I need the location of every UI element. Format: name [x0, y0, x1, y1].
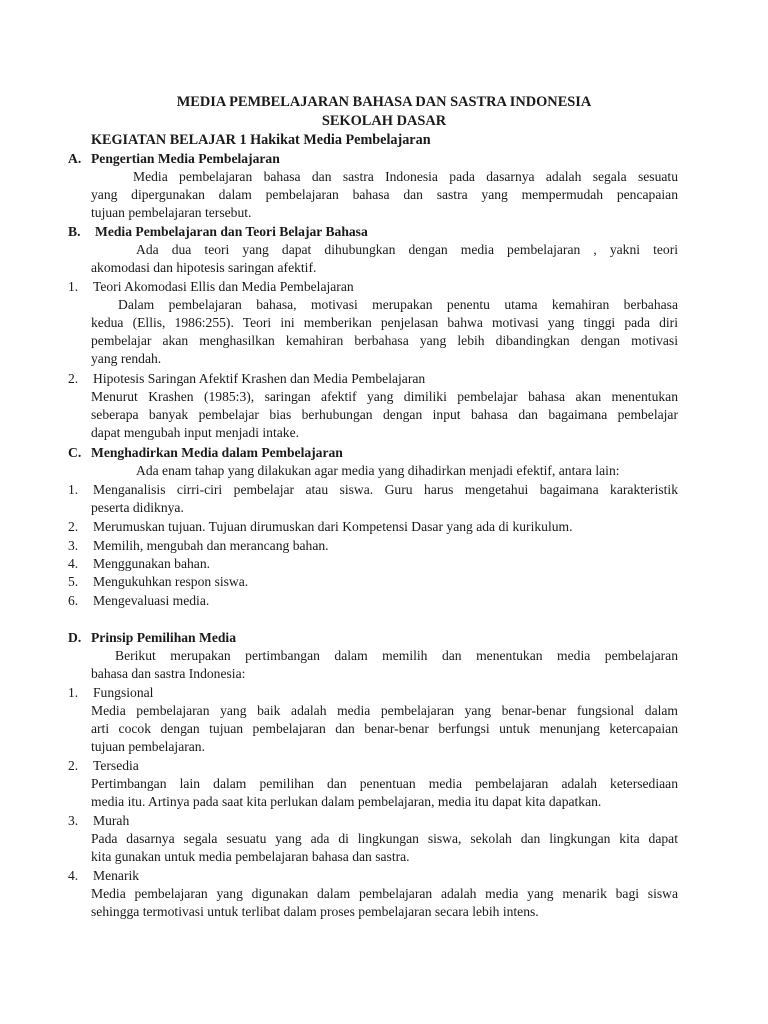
section-a-marker: A. — [68, 151, 82, 166]
list-marker: 2. — [68, 519, 79, 534]
document-title: MEDIA PEMBELAJARAN BAHASA DAN SASTRA INDONESIA — [176, 94, 592, 110]
document-subtitle: SEKOLAH DASAR — [321, 113, 447, 129]
list-marker: 2. — [68, 371, 79, 386]
list-marker: 2. — [68, 758, 79, 773]
paragraph-line: Ada enam tahap yang dilakukan agar media yang dihadirkan menjadi efektif, antara lain: — [136, 463, 620, 478]
list-item-text: Mengevaluasi media. — [93, 593, 210, 608]
list-item-text: Mengukuhkan respon siswa. — [93, 574, 249, 589]
paragraph-line: tujuan pembelajaran tersebut. — [91, 205, 252, 220]
paragraph-line: kedua (Ellis, 1986:255). Teori ini memberikan penjelasan bahwa motivasi yang tinggi pada diri — [91, 315, 678, 330]
paragraph-line: Ada dua teori yang dapat dihubungkan dengan media pembelajaran , yakni teori — [136, 242, 678, 257]
paragraph-line: Pada dasarnya segala sesuatu yang ada di lingkungan siswa, sekolah dan lingkungan kita dapat — [91, 831, 678, 846]
section-d-marker: D. — [68, 630, 82, 645]
list-marker: 5. — [68, 574, 79, 589]
list-marker: 4. — [68, 868, 79, 883]
list-item-title: Menarik — [93, 868, 140, 883]
paragraph-line: Menurut Krashen (1985:3), saringan afektif yang dimiliki pembelajar bahasa akan menentukan — [91, 389, 678, 404]
list-marker: 6. — [68, 593, 79, 608]
list-item-title: Tersedia — [93, 758, 139, 773]
paragraph-line: dapat mengubah input menjadi intake. — [91, 425, 300, 440]
list-item-text: Menggunakan bahan. — [93, 556, 211, 571]
paragraph-line: arti cocok dengan tujuan pembelajaran dan benar-benar berfungsi untuk menunjang ketercapaian — [91, 721, 678, 736]
list-item-text: Menganalisis cirri-ciri pembelajar atau siswa. Guru harus mengetahui bagaimana karakteristik — [93, 482, 678, 497]
section-b-title: Media Pembelajaran dan Teori Belajar Bahasa — [95, 224, 368, 239]
paragraph-line: yang dipergunakan dalam pembelajaran bahasa dan sastra yang mempermudah pencapaian — [91, 187, 678, 202]
list-item-text: Merumuskan tujuan. Tujuan dirumuskan dari Kompetensi Dasar yang ada di kurikulum. — [93, 519, 573, 534]
list-marker: 3. — [68, 813, 79, 828]
section-d-title: Prinsip Pemilihan Media — [91, 630, 237, 645]
paragraph-line: media itu. Artinya pada saat kita perlukan dalam pembelajaran, media itu dapat kita dapatkan. — [91, 794, 602, 809]
paragraph-line: sehingga termotivasi untuk terlibat dalam proses pembelajaran secara lebih intens. — [91, 904, 539, 919]
paragraph-line: kita gunakan untuk media pembelajaran bahasa dan sastra. — [91, 849, 410, 864]
list-item-text: Memilih, mengubah dan merancang bahan. — [93, 538, 329, 553]
list-item-title: Hipotesis Saringan Afektif Krashen dan Media Pembelajaran — [93, 371, 426, 386]
section-c-title: Menghadirkan Media dalam Pembelajaran — [91, 445, 343, 460]
paragraph-line: Dalam pembelajaran bahasa, motivasi merupakan penentu utama kemahiran berbahasa — [118, 297, 678, 312]
paragraph-line: peserta didiknya. — [91, 500, 184, 515]
paragraph-line: tujuan pembelajaran. — [91, 739, 205, 754]
list-marker: 1. — [68, 279, 79, 294]
paragraph-line: bahasa dan sastra Indonesia: — [91, 666, 246, 681]
paragraph-line: pembelajar akan menghasilkan kemahiran berbahasa yang lebih dibandingkan dengan motivasi — [91, 333, 678, 348]
paragraph-line: yang rendah. — [91, 351, 162, 366]
paragraph-line: seberapa banyak pembelajar bias berhubungan dengan input bahasa dan bagaimana pembelajar — [91, 407, 678, 422]
kegiatan-heading: KEGIATAN BELAJAR 1 Hakikat Media Pembelajaran — [91, 132, 431, 148]
paragraph-line: akomodasi dan hipotesis saringan afektif. — [91, 260, 317, 275]
list-item-title: Fungsional — [93, 685, 154, 700]
section-a-title: Pengertian Media Pembelajaran — [91, 151, 280, 166]
paragraph-line: Pertimbangan lain dalam pemilihan dan penentuan media pembelajaran adalah ketersediaan — [91, 776, 678, 791]
list-item-title: Murah — [93, 813, 130, 828]
list-marker: 1. — [68, 685, 79, 700]
section-c-marker: C. — [68, 445, 82, 460]
paragraph-line: Berikut merupakan pertimbangan dalam memilih dan menentukan media pembelajaran — [115, 648, 678, 663]
list-marker: 1. — [68, 482, 79, 497]
paragraph-line: Media pembelajaran yang baik adalah media pembelajaran yang benar-benar fungsional dalam — [91, 703, 678, 718]
list-item-title: Teori Akomodasi Ellis dan Media Pembelajaran — [93, 279, 354, 294]
paragraph-line: Media pembelajaran yang digunakan dalam pembelajaran adalah media yang menarik bagi siswa — [91, 886, 678, 901]
section-b-marker: B. — [68, 224, 81, 239]
list-marker: 4. — [68, 556, 79, 571]
paragraph-line: Media pembelajaran bahasa dan sastra Indonesia pada dasarnya adalah segala sesuatu — [133, 169, 678, 184]
list-marker: 3. — [68, 538, 79, 553]
